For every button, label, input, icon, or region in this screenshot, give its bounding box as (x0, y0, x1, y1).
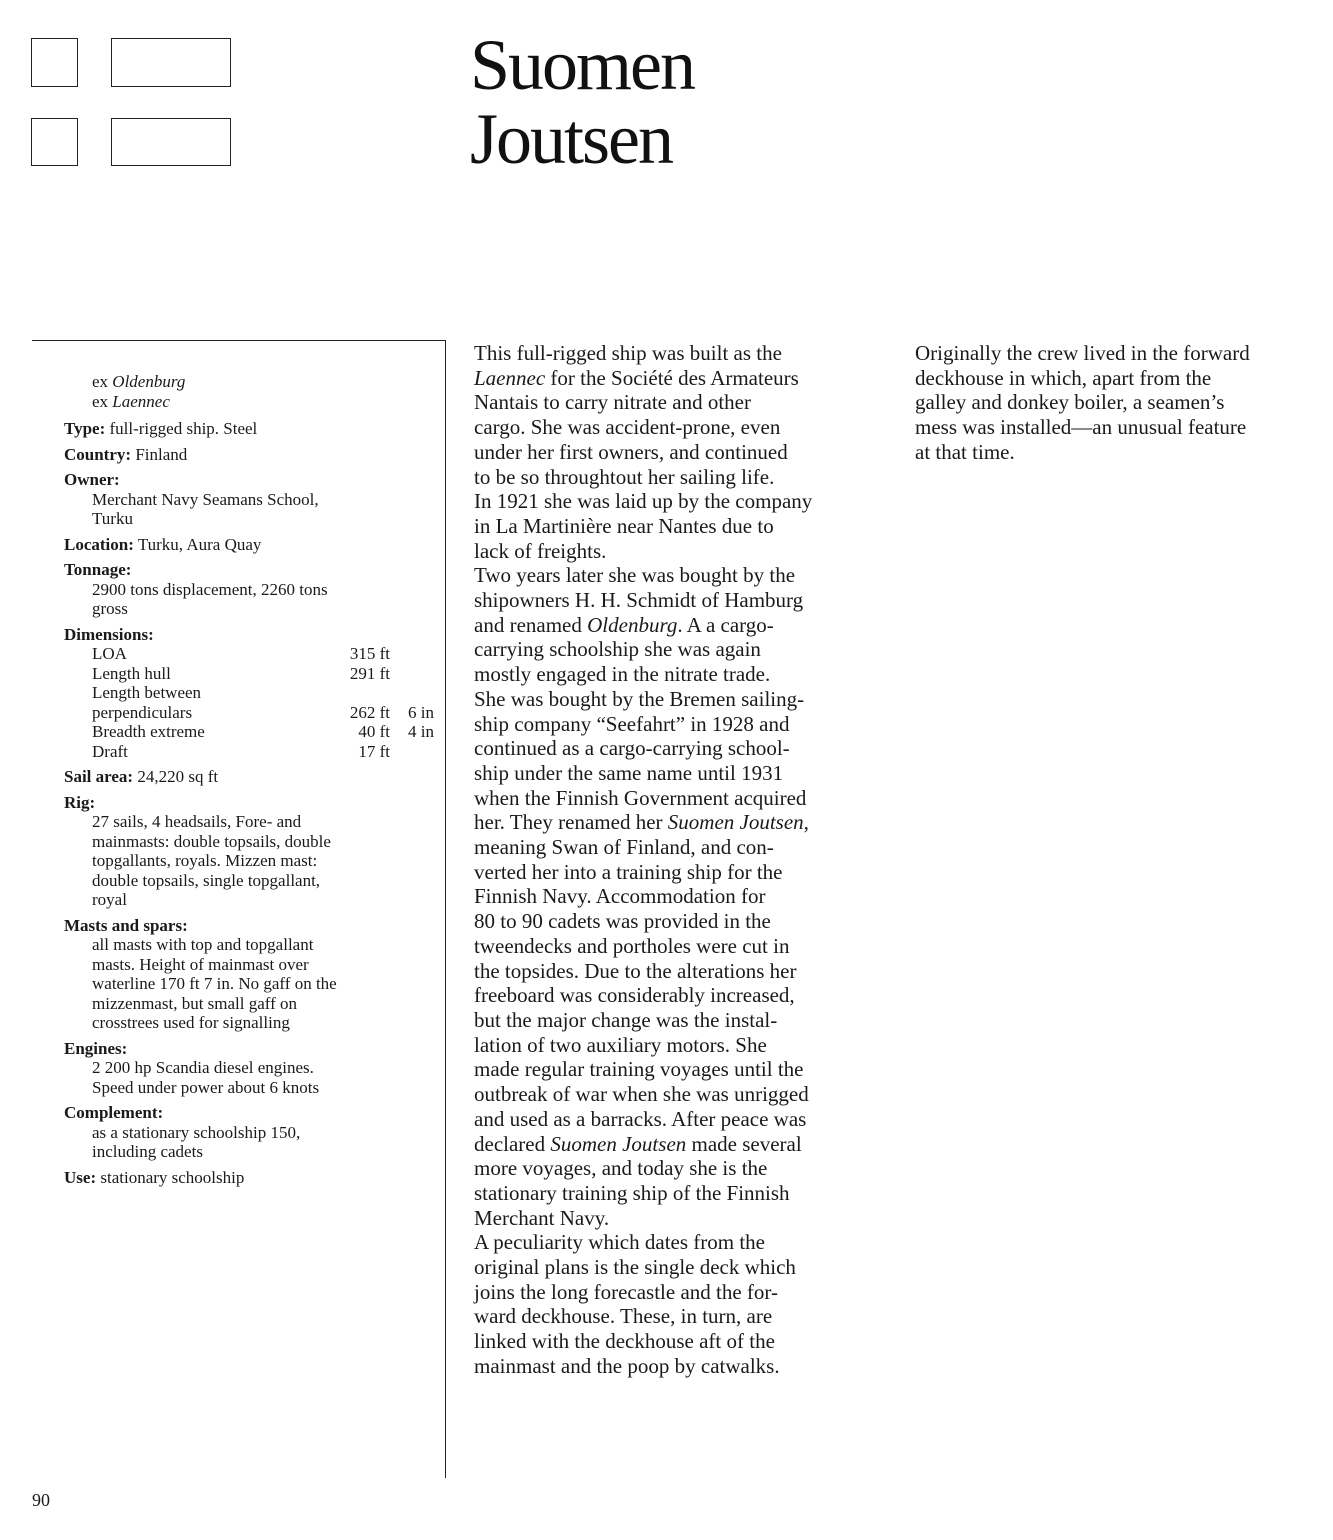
text-line: original plans is the single deck which (474, 1255, 796, 1280)
text-line: ship under the same name until 1931 (474, 760, 784, 785)
wide-box-top (111, 38, 231, 87)
text-line: when the Finnish Government acquired (474, 785, 807, 810)
text-line: carrying schoolship she was again (474, 637, 761, 662)
title-line-1: Suomen (470, 25, 695, 105)
text-line: stationary training ship of the Finnish (474, 1180, 790, 1205)
type-entry: Type: full-rigged ship. Steel (64, 419, 258, 438)
text-line: 80 to 90 cadets was provided in the (474, 909, 771, 934)
text-line: meaning Swan of Finland, and con- (474, 835, 774, 860)
sail-area-entry: Sail area: 24,220 sq ft (64, 767, 219, 786)
text-line: deckhouse in which, apart from the (915, 365, 1212, 390)
text-line: and renamed Oldenburg. A a cargo- (474, 612, 774, 637)
location-entry: Location: Turku, Aura Quay (64, 534, 262, 554)
text-line: lation of two auxiliary motors. She (474, 1032, 767, 1057)
former-name: ex Laennec (92, 391, 170, 411)
text-line: ship company “Seefahrt” in 1928 and (474, 711, 790, 736)
wide-box-bottom (111, 118, 231, 166)
text-line: and used as a barracks. After peace was (474, 1106, 807, 1131)
text-line: but the major change was the instal- (474, 1007, 778, 1032)
text-line: her. They renamed her Suomen Joutsen, (474, 810, 809, 835)
engines-entry: Engines: 2 200 hp Scandia diesel engines. Speed under power about 6 knots (64, 1038, 320, 1097)
dimension-row: Breadth extreme 40 ft 4 in (92, 722, 434, 741)
text-line: joins the long forecastle and the for- (474, 1279, 778, 1304)
text-line: under her first owners, and continued (474, 439, 788, 464)
dimension-row: Draft 17 ft (92, 741, 390, 761)
page-number: 90 (32, 1490, 50, 1510)
masts-entry: Masts and spars: all masts with top and topgallant masts. Height of mainmast over waterline 170 ft 7 in. No gaff on the mizzenmast, but small gaff on crosstrees used for signalling (64, 915, 337, 1032)
text-line: more voyages, and today she is the (474, 1156, 768, 1181)
tonnage-entry: Tonnage: 2900 tons displacement, 2260 tons gross (64, 560, 328, 618)
text-line: tweendecks and portholes were cut in (474, 933, 790, 958)
text-line: linked with the deckhouse aft of the (474, 1329, 775, 1354)
text-line: lack of freights. (474, 538, 607, 563)
text-line: the topsides. Due to the alterations her (474, 958, 797, 983)
text-line: mostly engaged in the nitrate trade. (474, 662, 771, 687)
text-line: A peculiarity which dates from the (474, 1230, 765, 1255)
ship-info-panel (32, 340, 446, 1478)
text-line: shipowners H. H. Schmidt of Hamburg (474, 588, 804, 613)
text-line: outbreak of war when she was unrigged (474, 1082, 809, 1107)
small-box-bottom (31, 118, 78, 166)
text-line: in La Martinière near Nantes due to (474, 513, 774, 538)
dimension-row: perpendiculars 262 ft 6 in (92, 702, 434, 722)
text-line: galley and donkey boiler, a seamen’s (915, 390, 1225, 415)
text-line: verted her into a training ship for the (474, 859, 783, 884)
text-line: freeboard was considerably increased, (474, 983, 795, 1008)
small-box-top (31, 38, 78, 87)
title-line-2: Joutsen (470, 99, 672, 179)
dimensions-entry: Dimensions: LOA 315 ft Length hull 291 ft Length between perpendiculars 262 ft 6 in Breadth extreme 40 ft 4 in Draft 17 ft (64, 624, 434, 761)
former-name: ex Oldenburg (92, 372, 186, 391)
text-line: at that time. (915, 439, 1015, 464)
text-line: cargo. She was accident-prone, even (474, 415, 781, 440)
text-line: Merchant Navy. (474, 1205, 610, 1230)
text-line: Two years later she was bought by the (474, 563, 796, 588)
dimension-row: LOA 315 ft (92, 644, 390, 663)
owner-entry: Owner: Merchant Navy Seamans School, Turku (64, 470, 319, 528)
country-entry: Country: Finland (64, 444, 188, 464)
text-line: Finnish Navy. Accommodation for (474, 884, 766, 909)
dimension-row: Length hull 291 ft (92, 663, 390, 683)
body-text-column-1 (474, 341, 892, 1379)
text-line: mess was installed—an unusual feature (915, 415, 1247, 440)
text-line: declared Suomen Joutsen made several (474, 1131, 802, 1156)
body-text-column-2 (915, 341, 1333, 465)
text-line: mainmast and the poop by catwalks. (474, 1353, 780, 1378)
text-line: This full-rigged ship was built as the (474, 341, 782, 365)
text-line: She was bought by the Bremen sailing- (474, 686, 805, 711)
text-line: Originally the crew lived in the forward (915, 341, 1250, 365)
text-line: made regular training voyages until the (474, 1057, 804, 1082)
text-line: Nantais to carry nitrate and other (474, 390, 751, 415)
text-line: to be so throughtout her sailing life. (474, 464, 775, 489)
text-line: continued as a cargo-carrying school- (474, 736, 790, 761)
text-line: ward deckhouse. These, in turn, are (474, 1304, 773, 1329)
use-entry: Use: stationary schoolship (64, 1167, 245, 1187)
text-line: In 1921 she was laid up by the company (474, 489, 813, 514)
page-title (470, 25, 695, 179)
rig-entry: Rig: 27 sails, 4 headsails, Fore- and mainmasts: double topsails, double topgallants, royals. Mizzen mast: double topsails, single topgallant, royal (64, 792, 331, 909)
text-line: Laennec for the Société des Armateurs (474, 365, 799, 390)
complement-entry: Complement: as a stationary schoolship 150, including cadets (64, 1103, 301, 1161)
dimension-row: Length between (92, 683, 202, 702)
